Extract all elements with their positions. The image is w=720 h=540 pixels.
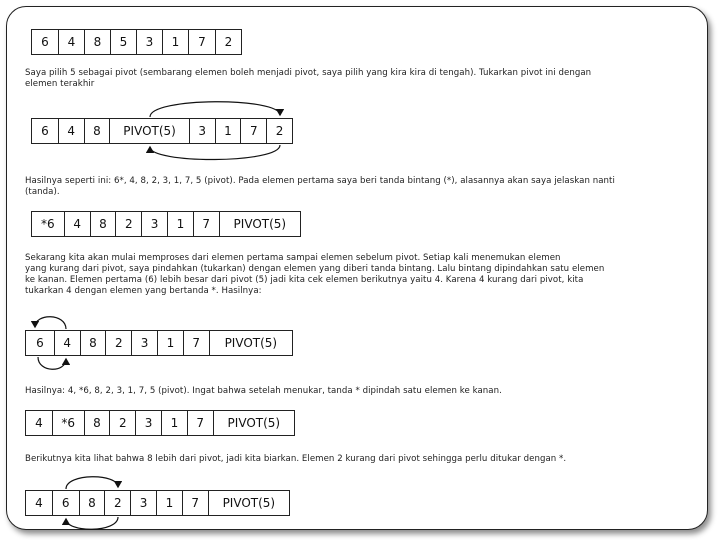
- text-line: tukarkan 4 dengan elemen yang bertanda *. Hasilnya:: [25, 286, 262, 296]
- array-row-pivot-middle: [31, 118, 293, 144]
- array-cell: 2: [215, 30, 241, 54]
- array-cell: 3: [141, 212, 167, 236]
- paragraph-choose-pivot: [25, 68, 695, 90]
- array-cell: 2: [266, 119, 292, 143]
- array-cell: 2: [105, 331, 131, 355]
- array-cell-starred: *6: [41, 217, 55, 231]
- text-line: Hasilnya seperti ini: 6*, 4, 8, 2, 3, 1, 7, 5 (pivot). Pada elemen pertama saya beri tanda bintang (*), alasannya akan saya jelaskan nanti: [25, 176, 615, 186]
- array-cell-pivot: PIVOT(5): [209, 331, 292, 355]
- array-row-swap-first: [25, 330, 293, 356]
- paragraph-process-explanation: [25, 253, 695, 297]
- array-cell-starred: *6: [52, 411, 84, 435]
- array-cell-pivot: PIVOT(5): [109, 119, 188, 143]
- array-cell: 1: [156, 491, 182, 515]
- array-cell: 4: [54, 331, 80, 355]
- array-cell-pivot: PIVOT(5): [208, 491, 289, 515]
- array-cell: 4: [58, 119, 84, 143]
- paragraph-result-moved-star: [25, 386, 695, 397]
- text-line: Saya pilih 5 sebagai pivot (sembarang elemen boleh menjadi pivot, saya pilih yang kira kira di tengah). Tukarkan pivot ini dengan: [25, 68, 592, 78]
- paragraph-next-step: [25, 454, 695, 465]
- array-row-star-moved: [25, 410, 295, 436]
- text-line: Hasilnya: 4, *6, 8, 2, 3, 1, 7, 5 (pivot). Ingat bahwa setelah menukar, tanda * dipindah satu elemen ke kanan.: [25, 386, 502, 396]
- text-line: ke kanan. Elemen pertama (6) lebih besar dari pivot (5) jadi kita cek elemen berikutnya yaitu 4. Karena 4 kurang dari pivot, kita: [25, 275, 584, 285]
- array-cell: 8: [84, 411, 110, 435]
- array-cell: 2: [104, 491, 130, 515]
- array-cell: 1: [162, 30, 188, 54]
- array-cell: 6: [41, 35, 49, 49]
- array-cell: 4: [35, 496, 43, 510]
- text-line: (tanda).: [25, 187, 60, 197]
- array-cell: 6: [41, 124, 49, 138]
- paragraph-result-swap: [25, 176, 695, 198]
- text-line: Sekarang kita akan mulai memproses dari elemen pertama sampai elemen sebelum pivot. Setiap kali menemukan elemen: [25, 253, 561, 263]
- array-cell: 3: [130, 491, 156, 515]
- array-cell: 3: [131, 331, 157, 355]
- array-row-swap-star: [25, 490, 290, 516]
- array-cell: 7: [182, 491, 208, 515]
- array-cell: 3: [135, 411, 161, 435]
- array-cell: 8: [79, 491, 105, 515]
- array-cell: 5: [110, 30, 136, 54]
- array-cell: 7: [240, 119, 266, 143]
- text-line: yang kurang dari pivot, saya pindahkan (tukarkan) dengan elemen yang diberi tanda bintang. Lalu bintang dipindahkan satu elemen: [25, 264, 605, 274]
- array-cell: 1: [167, 212, 193, 236]
- array-cell: 4: [64, 212, 90, 236]
- array-cell-pivot: PIVOT(5): [213, 411, 294, 435]
- array-cell: 4: [35, 416, 43, 430]
- array-cell: 7: [193, 212, 219, 236]
- array-cell: 8: [90, 212, 116, 236]
- array-cell: 7: [187, 411, 213, 435]
- array-cell: 8: [84, 30, 110, 54]
- array-cell: 3: [189, 119, 215, 143]
- array-row-initial: [31, 29, 242, 55]
- array-cell: 3: [136, 30, 162, 54]
- array-cell: 7: [188, 30, 215, 54]
- array-cell: 1: [161, 411, 187, 435]
- array-cell: 4: [58, 30, 84, 54]
- array-row-pivot-last: [31, 211, 301, 237]
- array-cell: 6: [52, 491, 79, 515]
- array-cell-pivot: PIVOT(5): [219, 212, 300, 236]
- array-cell: 1: [215, 119, 241, 143]
- array-cell: 1: [157, 331, 183, 355]
- text-line: Berikutnya kita lihat bahwa 8 lebih dari pivot, jadi kita biarkan. Elemen 2 kurang dari pivot sehingga perlu ditukar dengan *.: [25, 454, 567, 464]
- array-cell: 2: [115, 212, 141, 236]
- array-cell: 7: [183, 331, 209, 355]
- array-cell: 6: [36, 336, 44, 350]
- text-line: elemen terakhir: [25, 79, 95, 89]
- array-cell: 8: [80, 331, 106, 355]
- array-cell: 8: [84, 119, 110, 143]
- array-cell: 2: [109, 411, 135, 435]
